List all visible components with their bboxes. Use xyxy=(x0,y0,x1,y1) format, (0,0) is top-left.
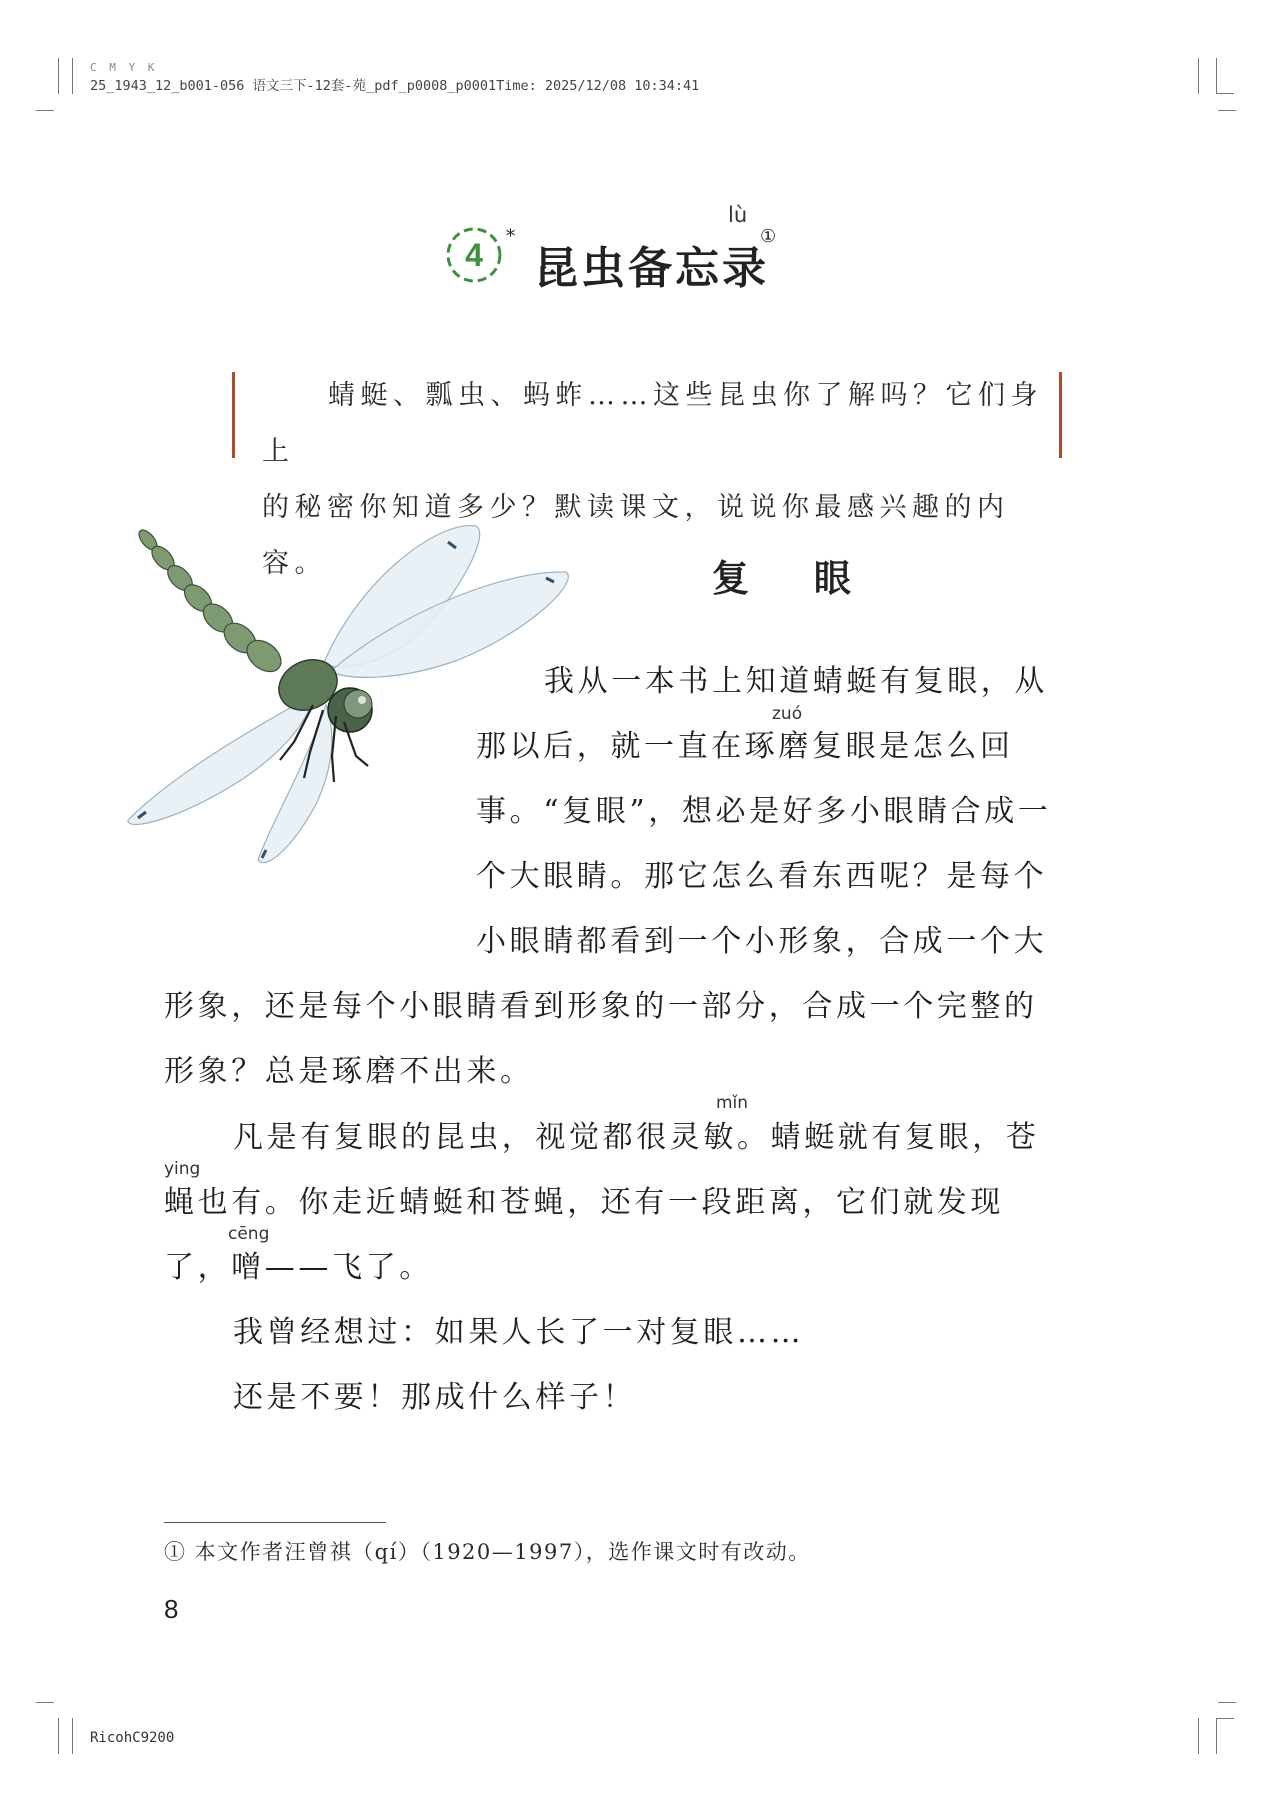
intro-line-2: 的秘密你知道多少？默读课文，说说你最感兴趣的内容。 xyxy=(262,492,1010,579)
body-line-8: 凡是有复眼的昆虫，视觉都很灵敏。蜻蜓就有复眼，苍 xyxy=(233,1120,1040,1155)
crop-mark xyxy=(1198,1718,1199,1754)
intro-right-bar xyxy=(1059,372,1062,458)
crop-mark xyxy=(1216,1718,1234,1719)
crop-mark xyxy=(36,110,54,111)
footnote: ① 本文作者汪曾祺（qí）（1920—1997），选作课文时有改动。 xyxy=(164,1540,811,1564)
crop-mark xyxy=(58,1718,59,1754)
body-line-6: 形象，还是每个小眼睛看到形象的一部分，合成一个完整的 xyxy=(164,989,1038,1024)
crop-mark xyxy=(1216,58,1217,94)
crop-mark xyxy=(58,58,59,94)
pinyin-ceng: cēng xyxy=(228,1224,270,1244)
slug-line: 25_1943_12_b001-056 语文三下-12套-苑_pdf_p0008_p0001Time: 2025/12/08 10:34:41 xyxy=(90,78,700,94)
crop-mark xyxy=(1216,1718,1217,1754)
body-line-9: 蝇也有。你走近蜻蜓和苍蝇，还有一段距离，它们就发现 xyxy=(164,1185,1004,1220)
crop-mark xyxy=(1218,1702,1236,1703)
title-pinyin: lù xyxy=(728,203,748,227)
footnote-rule xyxy=(164,1522,386,1523)
body-line-1: 我从一本书上知道蜻蜓有复眼，从 xyxy=(544,664,1048,699)
body-line-3: 事。“复眼”，想必是好多小眼睛合成一 xyxy=(476,794,1052,829)
body-line-5: 小眼睛都看到一个小形象，合成一个大 xyxy=(476,924,1048,959)
page-number: 8 xyxy=(164,1594,179,1624)
body-line-4: 个大眼睛。那它怎么看东西呢？是每个 xyxy=(476,859,1048,894)
lesson-title: 昆虫备忘录 xyxy=(534,243,769,294)
section-heading: 复 眼 xyxy=(712,556,877,600)
crop-mark xyxy=(1218,110,1236,111)
title-footnote-marker: ① xyxy=(760,226,777,247)
body-line-11: 我曾经想过：如果人长了一对复眼…… xyxy=(233,1315,805,1350)
body-line-12: 还是不要！那成什么样子！ xyxy=(233,1380,637,1415)
printer-slug: RicohC9200 xyxy=(90,1730,175,1746)
lesson-number-badge xyxy=(444,225,504,285)
intro-left-bar xyxy=(232,372,235,458)
lesson-number: 4 xyxy=(465,237,483,273)
body-line-7: 形象？总是琢磨不出来。 xyxy=(164,1054,534,1089)
crop-mark xyxy=(72,1718,73,1754)
pinyin-min: mǐn xyxy=(716,1093,749,1113)
print-slug xyxy=(90,61,700,94)
crop-mark xyxy=(1198,58,1199,94)
body-line-2: 那以后，就一直在琢磨复眼是怎么回 xyxy=(476,729,1014,764)
body-line-10: 了，噌——飞了。 xyxy=(164,1250,433,1285)
cmyk-mark: C M Y K xyxy=(90,61,158,74)
pinyin-ying: ying xyxy=(164,1159,201,1179)
intro-line-1: 蜻蜓、瓢虫、蚂蚱……这些昆虫你了解吗？它们身上 xyxy=(262,380,1043,467)
crop-mark xyxy=(1216,93,1234,94)
lesson-star: * xyxy=(506,226,515,247)
crop-mark xyxy=(36,1702,54,1703)
pinyin-zuo: zuó xyxy=(772,704,803,724)
crop-mark xyxy=(72,58,73,94)
